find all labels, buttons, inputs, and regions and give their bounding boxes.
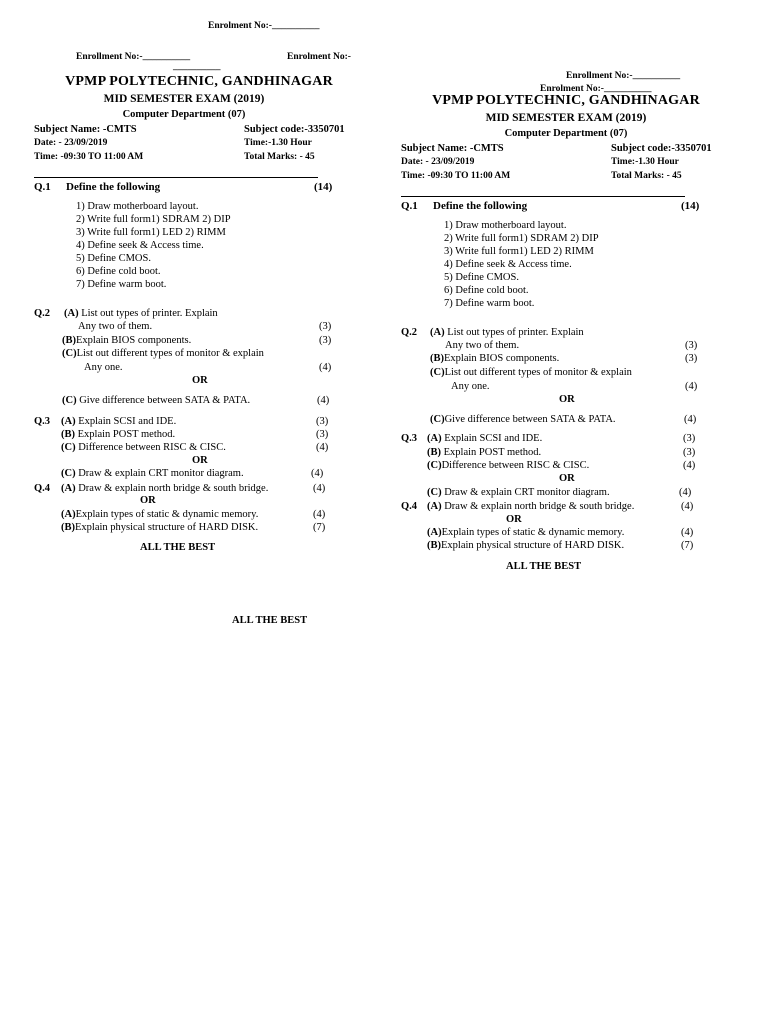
q3c-alt [427, 487, 610, 498]
q4b-tag: (B) [61, 522, 75, 533]
q1-item: 5) Define CMOS. [444, 272, 519, 283]
exam-date: Date: - 23/09/2019 [401, 157, 475, 167]
q1-item: 3) Write full form1) LED 2) RIMM [76, 227, 226, 238]
q3c-text: Difference between RISC & CISC. [78, 442, 226, 453]
q3-number: Q.3 [401, 433, 418, 444]
q3c-alt-tag: (C) [61, 468, 76, 479]
q2c-alt-text: Give difference between SATA & PATA. [444, 414, 616, 425]
q2a-text-cont: Any two of them. [445, 340, 520, 351]
department: Computer Department (07) [504, 128, 628, 139]
subject-name: Subject Name: -CMTS [34, 124, 137, 135]
q1-item: 3) Write full form1) LED 2) RIMM [444, 246, 594, 257]
q2b-text: Explain BIOS components. [444, 353, 560, 364]
q3b-tag: (B) [427, 447, 441, 458]
q3c-tag: (C) [427, 460, 442, 471]
q2c [62, 348, 264, 359]
exam-date: Date: - 23/09/2019 [34, 138, 108, 148]
q3c-tag: (C) [61, 442, 76, 453]
q4b [427, 540, 624, 551]
q3c-marks: (4) [683, 460, 696, 471]
enrolment-top: Enrolment No:-__________ [208, 21, 320, 31]
q1-item: 6) Define cold boot. [444, 285, 529, 296]
q2a-text: List out types of printer. Explain [447, 327, 584, 338]
q2c-text: List out different types of monitor & explain [76, 348, 264, 359]
left-enrolment-number: Enrolment No:- [287, 52, 351, 62]
q3b-marks: (3) [316, 429, 329, 440]
q4a-alt-marks: (4) [313, 509, 326, 520]
exam-title: MID SEMESTER EXAM (2019) [485, 112, 647, 124]
q3c [61, 442, 226, 453]
q1-number: Q.1 [401, 200, 418, 212]
college-name: VPMP POLYTECHNIC, GANDHINAGAR [65, 74, 333, 89]
q2c-alt-text: Give difference between SATA & PATA. [79, 395, 251, 406]
q2a [64, 308, 218, 319]
q1-item: 6) Define cold boot. [76, 266, 161, 277]
q3a-marks: (3) [316, 416, 329, 427]
subject-code: Subject code:-3350701 [244, 124, 345, 135]
q4a-marks: (4) [313, 483, 326, 494]
q2c-alt-tag: (C) [62, 395, 77, 406]
q3b-tag: (B) [61, 429, 75, 440]
exam-title: MID SEMESTER EXAM (2019) [103, 93, 265, 105]
q3a-tag: (A) [61, 416, 76, 427]
or-label: OR [559, 473, 575, 484]
q1-item: 1) Draw motherboard layout. [76, 201, 199, 212]
all-the-best: ALL THE BEST [140, 542, 216, 553]
q4-number: Q.4 [34, 483, 51, 494]
q3b [427, 447, 541, 458]
q2a [430, 327, 584, 338]
q4a-tag: (A) [427, 501, 442, 512]
q2b-marks: (3) [685, 353, 698, 364]
or-label: OR [192, 375, 208, 386]
q2b-marks: (3) [319, 335, 332, 346]
exam-time: Time: -09:30 TO 11:00 AM [401, 171, 511, 181]
left-enrolment-line: __________ [173, 62, 221, 72]
q3a [427, 433, 542, 444]
q4b-marks: (7) [681, 540, 694, 551]
q3b-marks: (3) [683, 447, 696, 458]
q4a-alt-marks: (4) [681, 527, 694, 538]
right-enrollment-number: Enrollment No:-__________ [566, 71, 681, 81]
q4a-alt-text: Explain types of static & dynamic memory. [441, 527, 625, 538]
q3c-marks: (4) [316, 442, 329, 453]
divider [34, 177, 318, 178]
q4b-marks: (7) [313, 522, 326, 533]
q2a-marks: (3) [685, 340, 698, 351]
q3c-alt-marks: (4) [311, 468, 324, 479]
q4a [61, 483, 268, 494]
q4a-alt-tag: (A) [427, 527, 442, 538]
q2c-alt-marks: (4) [317, 395, 330, 406]
q2c-alt-tag: (C) [430, 414, 445, 425]
q2-number: Q.2 [401, 327, 418, 338]
subject-name: Subject Name: -CMTS [401, 143, 504, 154]
department: Computer Department (07) [122, 109, 246, 120]
q1-item: 1) Draw motherboard layout. [444, 220, 567, 231]
q1-item: 2) Write full form1) SDRAM 2) DIP [444, 233, 599, 244]
q4b-tag: (B) [427, 540, 441, 551]
q4a-text: Draw & explain north bridge & south bridge. [444, 501, 635, 512]
q2a-tag: (A) [430, 327, 445, 338]
q4a-alt-tag: (A) [61, 509, 76, 520]
q4b-text: Explain physical structure of HARD DISK. [441, 540, 625, 551]
q1-item: 4) Define seek & Access time. [444, 259, 572, 270]
q4b-text: Explain physical structure of HARD DISK. [75, 522, 259, 533]
left-enrollment-number: Enrollment No:-__________ [76, 52, 191, 62]
q3b [61, 429, 175, 440]
q2c-tag: (C) [430, 367, 445, 378]
q2b-text: Explain BIOS components. [76, 335, 192, 346]
q2a-text-cont: Any two of them. [78, 321, 153, 332]
q2c-text-cont: Any one. [84, 362, 123, 373]
q2b [62, 335, 191, 346]
q4a-alt-text: Explain types of static & dynamic memory. [75, 509, 259, 520]
q3a-tag: (A) [427, 433, 442, 444]
q4b [61, 522, 258, 533]
q2b-tag: (B) [62, 335, 76, 346]
q1-title: Define the following [66, 181, 161, 193]
q1-title: Define the following [433, 200, 528, 212]
q3c-alt-marks: (4) [679, 487, 692, 498]
q2c-marks: (4) [685, 381, 698, 392]
q2c-text-cont: Any one. [451, 381, 490, 392]
or-label: OR [559, 394, 575, 405]
q3c-alt-text: Draw & explain CRT monitor diagram. [444, 487, 610, 498]
subject-code: Subject code:-3350701 [611, 143, 712, 154]
q1-marks: (14) [314, 181, 333, 193]
all-the-best: ALL THE BEST [506, 561, 582, 572]
q2-number: Q.2 [34, 308, 51, 319]
total-marks: Total Marks: - 45 [244, 152, 315, 162]
q3b-text: Explain POST method. [77, 429, 176, 440]
college-name: VPMP POLYTECHNIC, GANDHINAGAR [432, 93, 700, 108]
q4a-tag: (A) [61, 483, 76, 494]
q3c-alt-text: Draw & explain CRT monitor diagram. [78, 468, 244, 479]
q4a-alt [427, 527, 624, 538]
or-label: OR [506, 514, 522, 525]
q3c-alt [61, 468, 244, 479]
exam-duration: Time:-1.30 Hour [611, 157, 679, 167]
q1-item: 5) Define CMOS. [76, 253, 151, 264]
q2b [430, 353, 559, 364]
q2c-alt [62, 395, 250, 406]
q3c-text: Difference between RISC & CISC. [441, 460, 590, 471]
q4a [427, 501, 634, 512]
q3a-text: Explain SCSI and IDE. [444, 433, 543, 444]
q2c-text: List out different types of monitor & explain [444, 367, 632, 378]
q3b-text: Explain POST method. [443, 447, 542, 458]
q1-item: 4) Define seek & Access time. [76, 240, 204, 251]
q3-number: Q.3 [34, 416, 51, 427]
q3a [61, 416, 176, 427]
q2c [430, 367, 632, 378]
q1-number: Q.1 [34, 181, 51, 193]
q1-item: 2) Write full form1) SDRAM 2) DIP [76, 214, 231, 225]
or-label: OR [192, 455, 208, 466]
divider [401, 196, 685, 197]
q4a-text: Draw & explain north bridge & south bridge. [78, 483, 269, 494]
q1-marks: (14) [681, 200, 700, 212]
q2a-text: List out types of printer. Explain [81, 308, 218, 319]
q4a-marks: (4) [681, 501, 694, 512]
q2a-marks: (3) [319, 321, 332, 332]
right-enrolment-number: Enrolment No:-__________ [540, 84, 652, 94]
q1-item: 7) Define warm boot. [76, 279, 167, 290]
q2c-tag: (C) [62, 348, 77, 359]
q3a-text: Explain SCSI and IDE. [78, 416, 177, 427]
q3a-marks: (3) [683, 433, 696, 444]
total-marks: Total Marks: - 45 [611, 171, 682, 181]
q2c-alt-marks: (4) [684, 414, 697, 425]
q4a-alt [61, 509, 258, 520]
q2c-alt [430, 414, 616, 425]
all-the-best-bottom: ALL THE BEST [232, 615, 308, 626]
q3c [427, 460, 589, 471]
q2c-marks: (4) [319, 362, 332, 373]
q1-item: 7) Define warm boot. [444, 298, 535, 309]
q4-number: Q.4 [401, 501, 418, 512]
exam-time: Time: -09:30 TO 11:00 AM [34, 152, 144, 162]
or-label: OR [140, 495, 156, 506]
q2a-tag: (A) [64, 308, 79, 319]
q2b-tag: (B) [430, 353, 444, 364]
q3c-alt-tag: (C) [427, 487, 442, 498]
exam-duration: Time:-1.30 Hour [244, 138, 312, 148]
